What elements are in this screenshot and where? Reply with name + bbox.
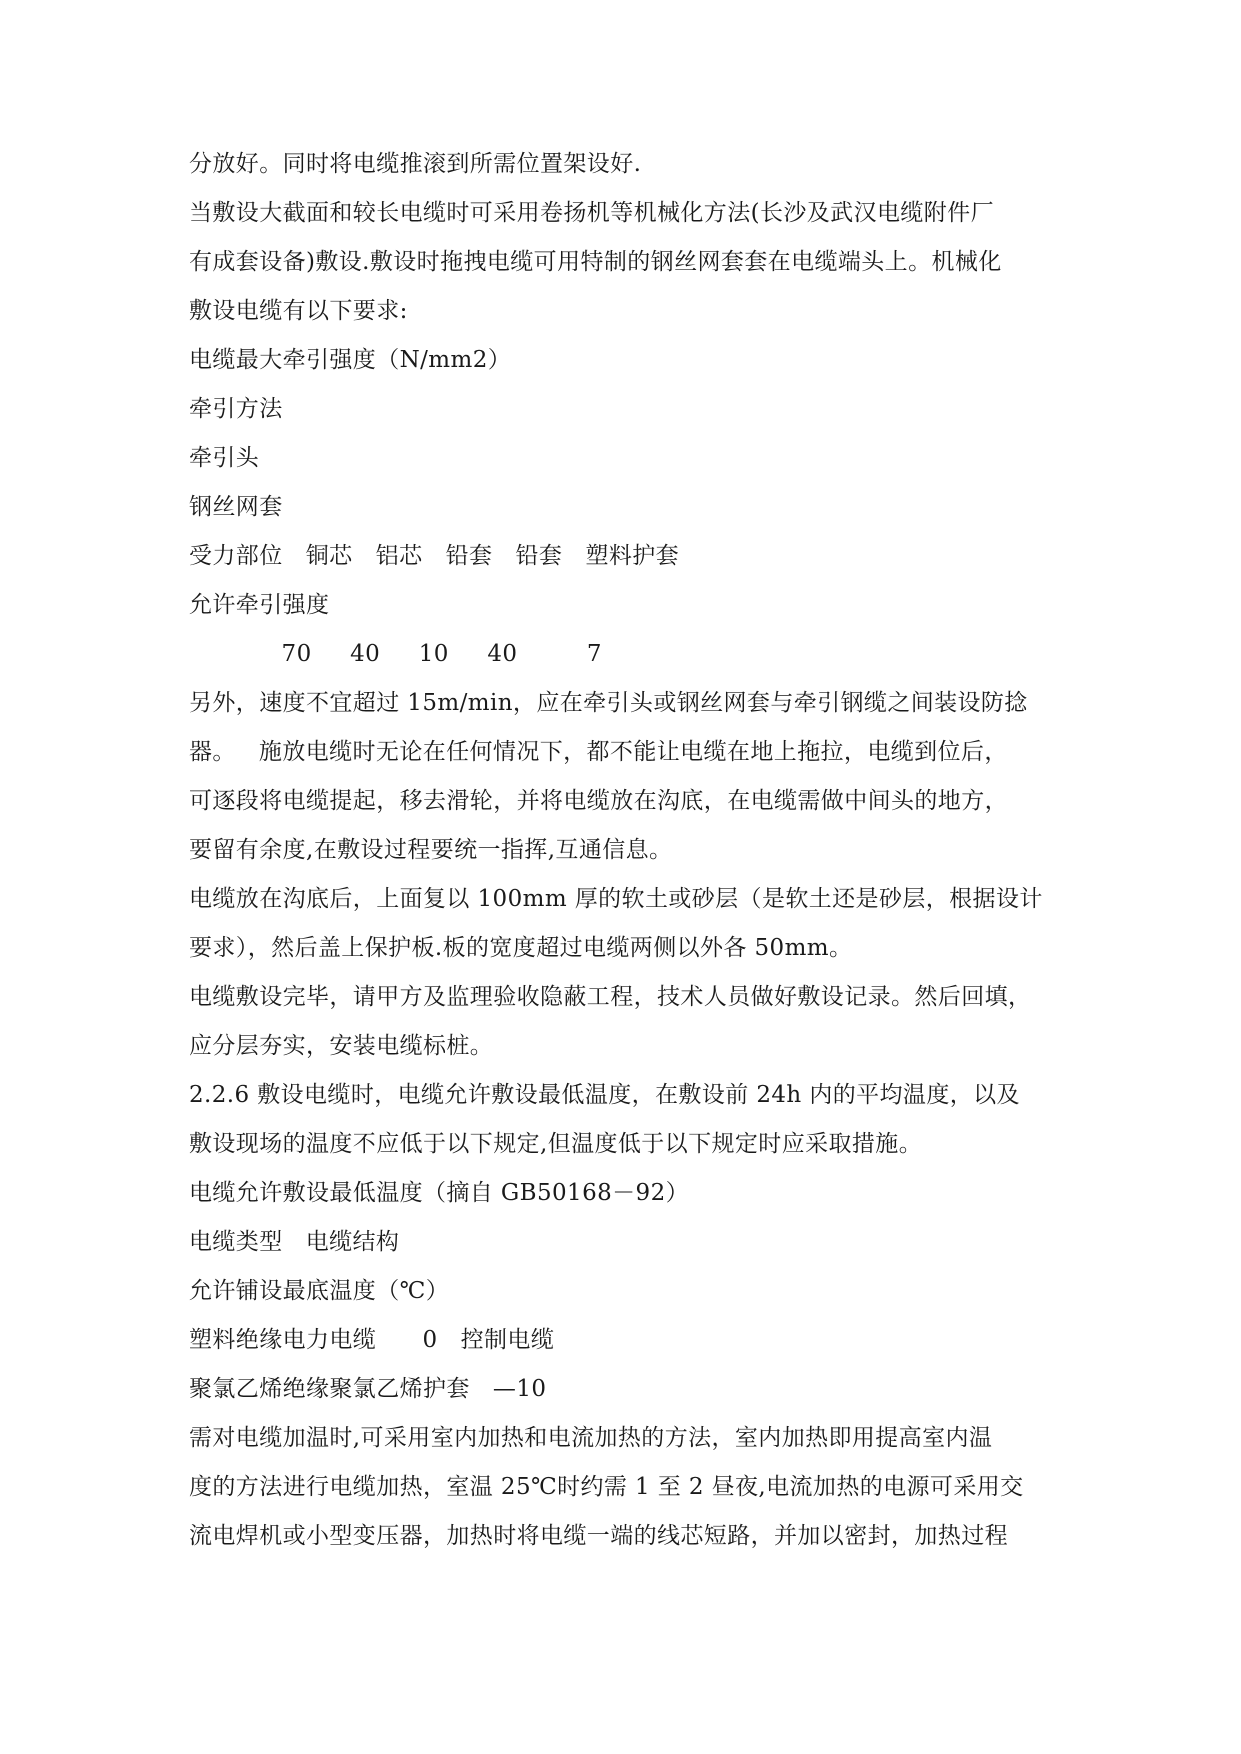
text-line: 另外，速度不宜超过 15m/min，应在牵引头或钢丝网套与牵引钢缆之间装设防捻 bbox=[189, 690, 1028, 716]
text-line: 电缆允许敷设最低温度（摘自 GB50168－92） bbox=[189, 1180, 690, 1206]
text-line: 允许牵引强度 bbox=[189, 592, 330, 618]
text-line: 电缆放在沟底后，上面复以 100mm 厚的软土或砂层（是软土还是砂层，根据设计 bbox=[189, 886, 1043, 912]
text-line: 塑料绝缘电力电缆 0 控制电缆 bbox=[189, 1327, 555, 1353]
text-line: 聚氯乙烯绝缘聚氯乙烯护套 —10 bbox=[189, 1376, 547, 1402]
text-line: 敷设电缆有以下要求: bbox=[189, 298, 408, 324]
text-line: 有成套设备)敷设.敷设时拖拽电缆可用特制的钢丝网套套在电缆端头上。机械化 bbox=[189, 249, 1002, 275]
text-line: 应分层夯实，安装电缆标桩。 bbox=[189, 1033, 494, 1059]
text-line: 允许铺设最底温度（℃） bbox=[189, 1278, 450, 1304]
text-line: 分放好。同时将电缆推滚到所需位置架设好. bbox=[189, 151, 642, 177]
text-line: 流电焊机或小型变压器，加热时将电缆一端的线芯短路，并加以密封，加热过程 bbox=[189, 1523, 1008, 1549]
text-line: 钢丝网套 bbox=[189, 494, 283, 520]
text-line: 70 40 10 40 7 bbox=[189, 641, 602, 667]
text-line: 可逐段将电缆提起，移去滑轮，并将电缆放在沟底，在电缆需做中间头的地方， bbox=[189, 788, 1008, 814]
text-line: 要求），然后盖上保护板.板的宽度超过电缆两侧以外各 50mm。 bbox=[189, 935, 853, 961]
text-line: 需对电缆加温时,可采用室内加热和电流加热的方法，室内加热即用提高室内温 bbox=[189, 1425, 993, 1451]
text-line: 受力部位 铜芯 铝芯 铅套 铅套 塑料护套 bbox=[189, 543, 680, 569]
text-line: 要留有余度,在敷设过程要统一指挥,互通信息。 bbox=[189, 837, 673, 863]
text-line: 电缆最大牵引强度（N/mm2） bbox=[189, 347, 512, 373]
text-line: 牵引头 bbox=[189, 445, 260, 471]
text-line: 牵引方法 bbox=[189, 396, 283, 422]
text-line: 度的方法进行电缆加热，室温 25℃时约需 1 至 2 昼夜,电流加热的电源可采用交 bbox=[189, 1474, 1024, 1500]
text-line: 2.2.6 敷设电缆时，电缆允许敷设最低温度，在敷设前 24h 内的平均温度，以及 bbox=[189, 1082, 1020, 1108]
text-line: 器。 施放电缆时无论在任何情况下，都不能让电缆在地上拖拉，电缆到位后， bbox=[189, 739, 1008, 765]
text-line: 电缆类型 电缆结构 bbox=[189, 1229, 400, 1255]
text-line: 电缆敷设完毕，请甲方及监理验收隐蔽工程，技术人员做好敷设记录。然后回填， bbox=[189, 984, 1032, 1010]
text-line: 当敷设大截面和较长电缆时可采用卷扬机等机械化方法(长沙及武汉电缆附件厂 bbox=[189, 200, 994, 226]
text-line: 敷设现场的温度不应低于以下规定,但温度低于以下规定时应采取措施。 bbox=[189, 1131, 923, 1157]
